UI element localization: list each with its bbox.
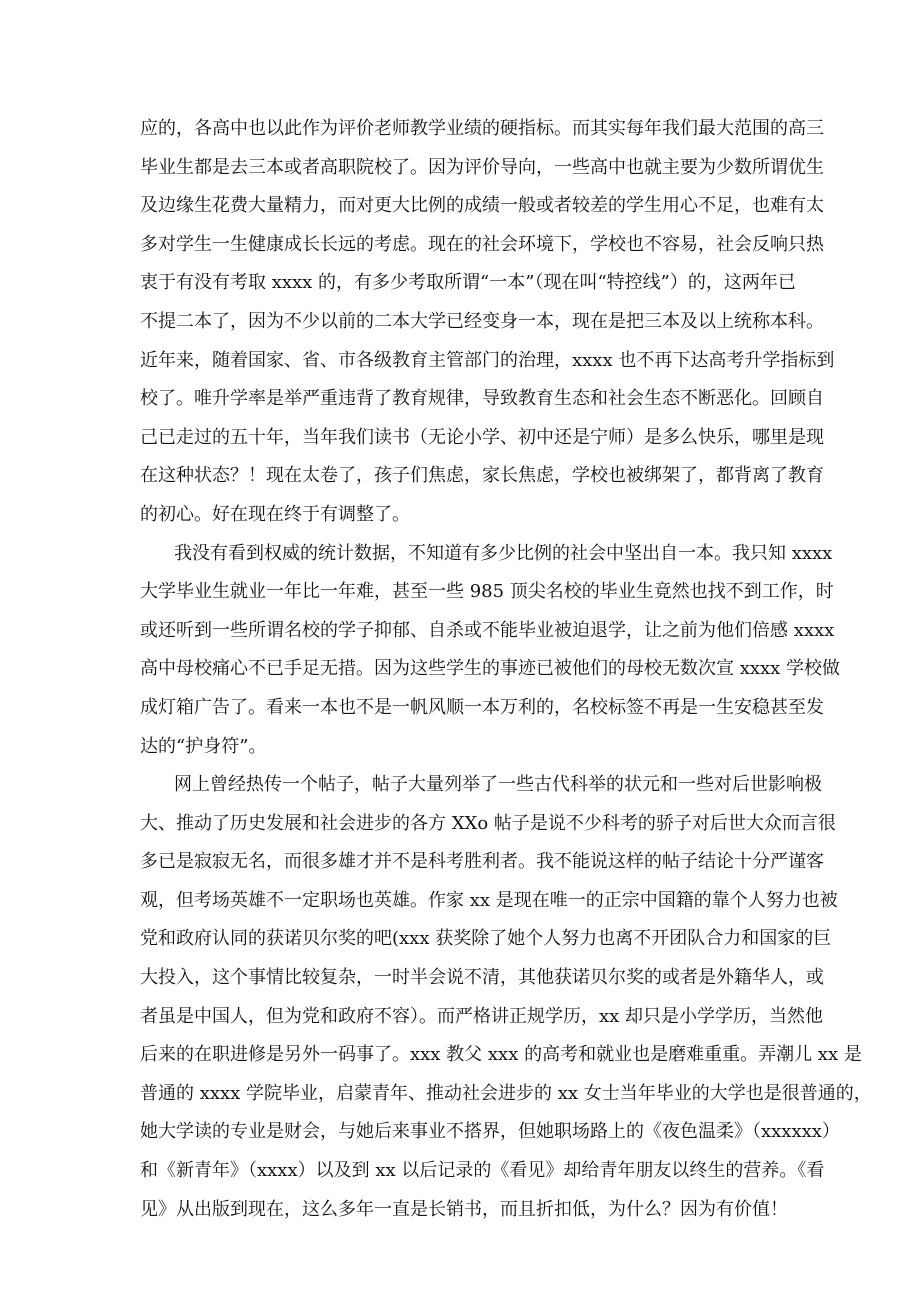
text-line: 在这种状态？！现在太卷了，孩子们焦虑，家长焦虑，学校也被绑架了，都背离了教育 — [140, 465, 824, 487]
text-line: 衷于有没有考取 xxxx 的，有多少考取所谓“一本”（现在叫“特控线”）的，这两年已 — [140, 272, 796, 294]
paragraph-start-line: 网上曾经热传一个帖子，帖子大量列举了一些古代科举的状元和一些对后世影响极 — [174, 774, 822, 796]
text-line: 校了。唯升学率是举严重违背了教育规律，导致教育生态和社会生态不断恶化。回顾自 — [140, 388, 824, 410]
text-line: 及边缘生花费大量精力，而对更大比例的成绩一般或者较差的学生用心不足，也难有太 — [140, 195, 824, 217]
text-line: 近年来，随着国家、省、市各级教育主管部门的治理，xxxx 也不再下达高考升学指标到 — [140, 349, 835, 371]
text-line: 大学毕业生就业一年比一年难，甚至一些 985 顶尖名校的毕业生竟然也找不到工作，时 — [140, 581, 834, 603]
text-line: 大投入，这个事情比较复杂，一时半会说不清，其他获诺贝尔奖的或者是外籍华人，或 — [140, 967, 824, 989]
text-line: 的初心。好在现在终于有调整了。 — [140, 503, 410, 525]
text-line: 党和政府认同的获诺贝尔奖的吧(xxx 获奖除了她个人努力也离不开团队合力和国家的巨 — [140, 928, 832, 950]
paragraph-start-line: 我没有看到权威的统计数据，不知道有多少比例的社会中坚出自一本。我只知 xxxx — [174, 542, 833, 564]
body-text — [140, 110, 872, 1229]
text-line: 大、推动了历史发展和社会进步的各方 XXo 帖子是说不少科考的骄子对后世大众而言很 — [140, 812, 836, 834]
text-line: 成灯箱广告了。看来一本也不是一帆风顺一本万利的，名校标签不再是一生安稳甚至发 — [140, 696, 824, 718]
text-line: 多已是寂寂无名，而很多雄才并不是科考胜利者。我不能说这样的帖子结论十分严谨客 — [140, 851, 824, 873]
text-line: 后来的在职进修是另外一码事了。xxx 教父 xxx 的高考和就业也是磨难重重。弄潮儿 xx 是 — [140, 1044, 862, 1066]
text-line: 多对学生一生健康成长长远的考虑。现在的社会环境下，学校也不容易，社会反响只热 — [140, 233, 824, 255]
text-line: 见》从出版到现在，这么多年一直是长销书，而且折扣低，为什么？因为有价值！ — [140, 1198, 788, 1220]
text-line: 和《新青年》（xxxx）以及到 xx 以后记录的《看见》却给青年朋友以终生的营养。《看 — [140, 1160, 825, 1182]
text-line: 或还听到一些所谓名校的学子抑郁、自杀或不能毕业被迫退学，让之前为他们倍感 xxxx — [140, 619, 835, 641]
text-line: 高中母校痛心不已手足无措。因为这些学生的事迹已被他们的母校无数次宣 xxxx 学校做 — [140, 658, 841, 680]
text-line: 普通的 xxxx 学院毕业，启蒙青年、推动社会进步的 xx 女士当年毕业的大学也是很普通的， — [140, 1082, 872, 1104]
text-line: 毕业生都是去三本或者高职院校了。因为评价导向，一些高中也就主要为少数所谓优生 — [140, 156, 824, 178]
text-line: 应的，各高中也以此作为评价老师教学业绩的硬指标。而其实每年我们最大范围的高三 — [140, 118, 824, 139]
text-line: 她大学读的专业是财会，与她后来事业不搭界，但她职场路上的《夜色温柔》（xxxxxx） — [140, 1121, 840, 1143]
text-line: 不提二本了，因为不少以前的二本大学已经变身一本，现在是把三本及以上统称本科。 — [140, 310, 824, 332]
text-line: 者虽是中国人，但为党和政府不容）。而严格讲正规学历，xx 却只是小学学历，当然他 — [140, 1005, 824, 1027]
text-line: 己已走过的五十年，当年我们读书（无论小学、初中还是宁师）是多么快乐，哪里是现 — [140, 426, 824, 448]
text-line: 达的“护身符”。 — [140, 735, 267, 757]
text-line: 观，但考场英雄不一定职场也英雄。作家 xx 是现在唯一的正宗中国籍的靠个人努力也被 — [140, 889, 838, 911]
